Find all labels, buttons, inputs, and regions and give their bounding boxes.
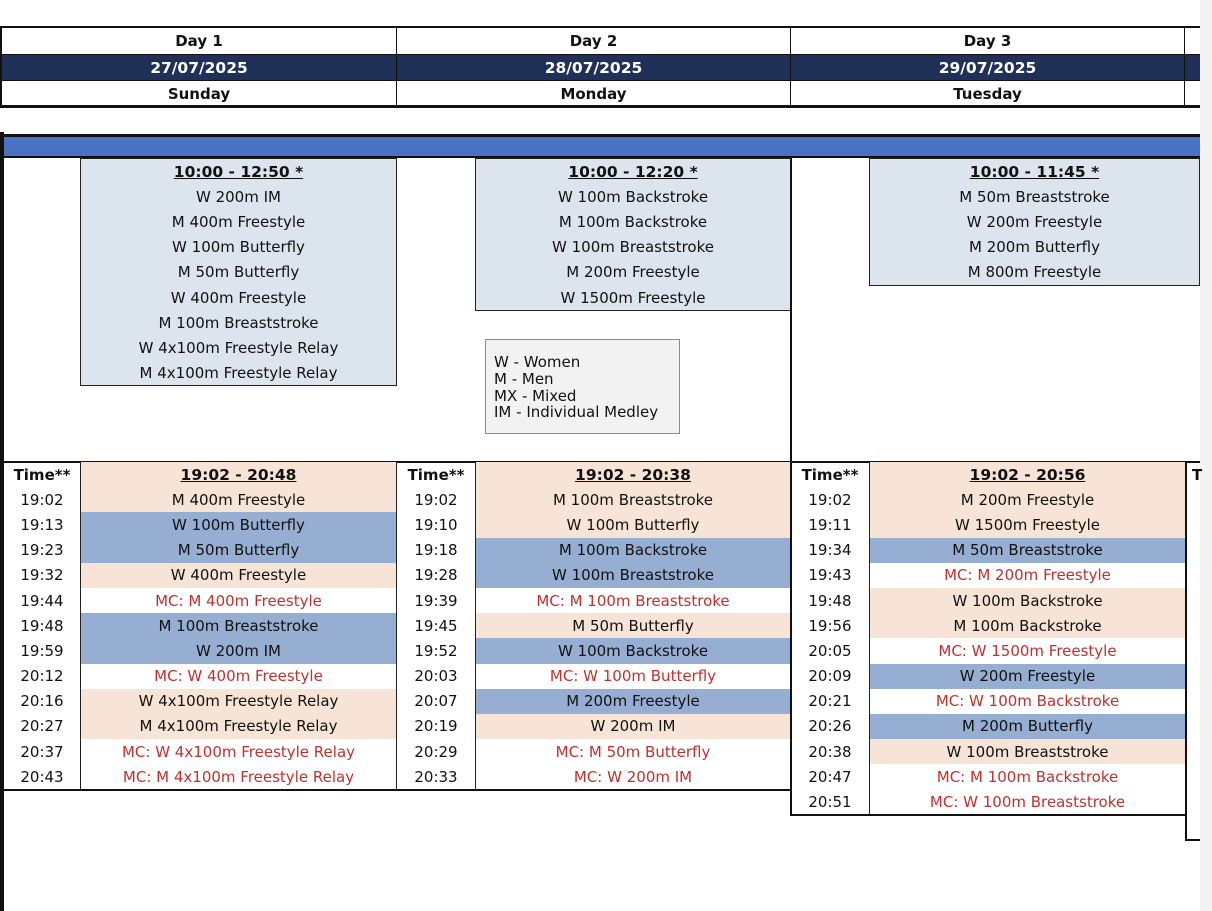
session-band — [4, 134, 1200, 158]
day-2-date: 28/07/2025 — [397, 55, 790, 80]
event-time: 19:23 — [20, 541, 64, 560]
medal-ceremony: MC: M 100m Breaststroke — [476, 588, 790, 613]
event-time: 19:52 — [414, 641, 458, 660]
day-3-weekday: Tuesday — [953, 84, 1022, 103]
event-time: 19:13 — [20, 515, 64, 534]
morning-event: M 100m Breaststroke — [158, 313, 319, 332]
evening-event: M 50m Butterfly — [81, 538, 396, 563]
medal-ceremony: MC: W 4x100m Freestyle Relay — [81, 739, 396, 764]
morning-event: W 1500m Freestyle — [560, 288, 706, 307]
header-col-divider — [790, 26, 791, 108]
morning-event: M 100m Backstroke — [558, 212, 708, 231]
evening-event: M 200m Freestyle — [476, 689, 790, 714]
evening-event: M 100m Backstroke — [870, 613, 1185, 638]
medal-ceremony: MC: W 1500m Freestyle — [870, 638, 1185, 663]
evening-event: W 100m Breaststroke — [476, 563, 790, 588]
evening-event: W 200m IM — [476, 714, 790, 739]
morning-event: W 100m Backstroke — [557, 187, 709, 206]
medal-ceremony: MC: W 100m Butterfly — [476, 664, 790, 689]
morning-session-day-1 — [80, 158, 397, 386]
event-time: 19:10 — [414, 515, 458, 534]
evening-event: W 4x100m Freestyle Relay — [81, 689, 396, 714]
event-time: 20:33 — [414, 767, 458, 786]
legend-item: M - Men — [494, 369, 554, 388]
evening-event: W 100m Breaststroke — [870, 739, 1185, 764]
event-time: 20:09 — [808, 667, 852, 686]
day-3-date: 29/07/2025 — [791, 55, 1184, 80]
morning-time-range: 10:00 - 12:20 * — [568, 162, 698, 181]
day-4-date-partial — [1185, 55, 1200, 80]
morning-event: M 800m Freestyle — [967, 263, 1102, 282]
evening-event: W 200m IM — [81, 638, 396, 663]
event-time: 19:02 — [808, 490, 852, 509]
event-time: 19:02 — [20, 490, 64, 509]
evening-event: W 200m Freestyle — [870, 664, 1185, 689]
morning-event: M 4x100m Freestyle Relay — [139, 364, 338, 383]
event-time: 19:56 — [808, 616, 852, 635]
event-time: 20:21 — [808, 692, 852, 711]
day-1-weekday: Sunday — [167, 84, 231, 103]
event-time: 20:37 — [20, 742, 64, 761]
evening-time-range: 19:02 - 20:38 — [476, 462, 790, 487]
morning-event: W 4x100m Freestyle Relay — [138, 338, 339, 357]
event-time: 20:05 — [808, 641, 852, 660]
evening-event: M 200m Butterfly — [870, 714, 1185, 739]
morning-event: M 50m Breaststroke — [959, 187, 1110, 206]
medal-ceremony: MC: M 4x100m Freestyle Relay — [81, 764, 396, 789]
evening-event: M 100m Backstroke — [476, 538, 790, 563]
day-4-bottom-border — [1185, 839, 1200, 841]
evening-event: M 400m Freestyle — [81, 487, 396, 512]
header-col-divider — [1184, 26, 1185, 108]
time-header: Time** — [13, 465, 71, 484]
day-1-date: 27/07/2025 — [2, 55, 396, 80]
morning-session-day-2 — [475, 158, 791, 311]
morning-event: M 400m Freestyle — [171, 212, 306, 231]
morning-event: W 400m Freestyle — [170, 288, 307, 307]
evening-events-day-1 — [80, 462, 397, 790]
event-time: 19:11 — [808, 515, 852, 534]
evening-times-day-3 — [791, 462, 869, 815]
body-col-divider — [790, 158, 792, 462]
evening-event: W 1500m Freestyle — [870, 512, 1185, 537]
event-time: 19:45 — [414, 616, 458, 635]
medal-ceremony: MC: M 400m Freestyle — [81, 588, 396, 613]
evening-event: M 100m Breaststroke — [81, 613, 396, 638]
header-left-border — [0, 26, 2, 108]
medal-ceremony: MC: W 400m Freestyle — [81, 664, 396, 689]
day-2-weekday: Monday — [560, 84, 627, 103]
event-time: 20:38 — [808, 742, 852, 761]
evening-bottom-border — [4, 789, 791, 791]
event-time: 19:48 — [20, 616, 64, 635]
morning-time-range: 10:00 - 12:50 * — [173, 162, 304, 181]
day-3-label: Day 3 — [963, 32, 1012, 50]
event-time: 20:03 — [414, 667, 458, 686]
day-1-label: Day 1 — [175, 32, 223, 50]
medal-ceremony: MC: M 50m Butterfly — [476, 739, 790, 764]
time-header: Time** — [801, 465, 859, 484]
evening-event: M 100m Breaststroke — [476, 487, 790, 512]
evening-event: M 200m Freestyle — [870, 487, 1185, 512]
evening-event: W 100m Butterfly — [476, 512, 790, 537]
time-header: Time** — [407, 465, 465, 484]
evening-event: W 100m Backstroke — [476, 638, 790, 663]
legend-item: IM - Individual Medley — [494, 403, 659, 422]
event-time: 20:43 — [20, 767, 64, 786]
evening-event: W 100m Backstroke — [870, 588, 1185, 613]
morning-event: W 200m IM — [196, 187, 281, 206]
legend-item: W - Women — [494, 353, 581, 371]
event-time: 20:29 — [414, 742, 458, 761]
morning-event: W 100m Butterfly — [172, 238, 305, 257]
event-time: 20:51 — [808, 793, 852, 812]
event-time: 19:43 — [808, 566, 852, 585]
event-time: 19:28 — [414, 566, 458, 585]
evening-event: M 50m Butterfly — [476, 613, 790, 638]
event-time: 20:19 — [414, 717, 458, 736]
morning-event: W 100m Breaststroke — [552, 238, 714, 257]
morning-event: M 200m Butterfly — [968, 238, 1100, 257]
event-time: 19:59 — [20, 641, 64, 660]
day-4-time-header-partial: T — [1192, 465, 1203, 484]
event-time: 19:34 — [808, 541, 852, 560]
event-time: 20:12 — [20, 667, 64, 686]
evening-bottom-border — [790, 814, 1186, 816]
header-col-divider — [396, 26, 397, 108]
medal-ceremony: MC: W 100m Breaststroke — [870, 789, 1185, 814]
event-time: 20:47 — [808, 767, 852, 786]
event-time: 20:16 — [20, 692, 64, 711]
event-time: 19:44 — [20, 591, 64, 610]
evening-events-day-2 — [475, 462, 791, 790]
day-3-left-border — [790, 462, 792, 815]
evening-times-day-1 — [4, 462, 80, 789]
event-time: 20:26 — [808, 717, 852, 736]
morning-event: W 200m Freestyle — [966, 212, 1103, 231]
morning-time-range: 10:00 - 11:45 * — [969, 162, 1100, 181]
legend-box — [485, 339, 680, 434]
evening-events-day-3 — [869, 462, 1186, 815]
medal-ceremony: MC: M 100m Backstroke — [870, 764, 1185, 789]
event-time: 19:48 — [808, 591, 852, 610]
event-time: 19:02 — [414, 490, 458, 509]
morning-event: M 50m Butterfly — [177, 263, 300, 282]
evening-time-range: 19:02 - 20:48 — [81, 462, 396, 487]
event-time: 19:18 — [414, 541, 458, 560]
evening-event: W 100m Butterfly — [81, 512, 396, 537]
event-time: 20:27 — [20, 717, 64, 736]
day-4-left-border — [1185, 462, 1187, 840]
event-time: 19:39 — [414, 591, 458, 610]
event-time: 19:32 — [20, 566, 64, 585]
medal-ceremony: MC: M 200m Freestyle — [870, 563, 1185, 588]
medal-ceremony: MC: W 200m IM — [476, 764, 790, 789]
morning-session-day-3 — [869, 158, 1200, 286]
evening-event: W 400m Freestyle — [81, 563, 396, 588]
evening-event: M 4x100m Freestyle Relay — [81, 714, 396, 739]
morning-event: M 200m Freestyle — [566, 263, 700, 282]
legend-item: MX - Mixed — [494, 386, 577, 405]
day-2-label: Day 2 — [569, 32, 618, 50]
evening-time-range: 19:02 - 20:56 — [870, 462, 1185, 487]
evening-event: M 50m Breaststroke — [870, 538, 1185, 563]
medal-ceremony: MC: W 100m Backstroke — [870, 689, 1185, 714]
event-time: 20:07 — [414, 692, 458, 711]
evening-times-day-2 — [397, 462, 475, 789]
